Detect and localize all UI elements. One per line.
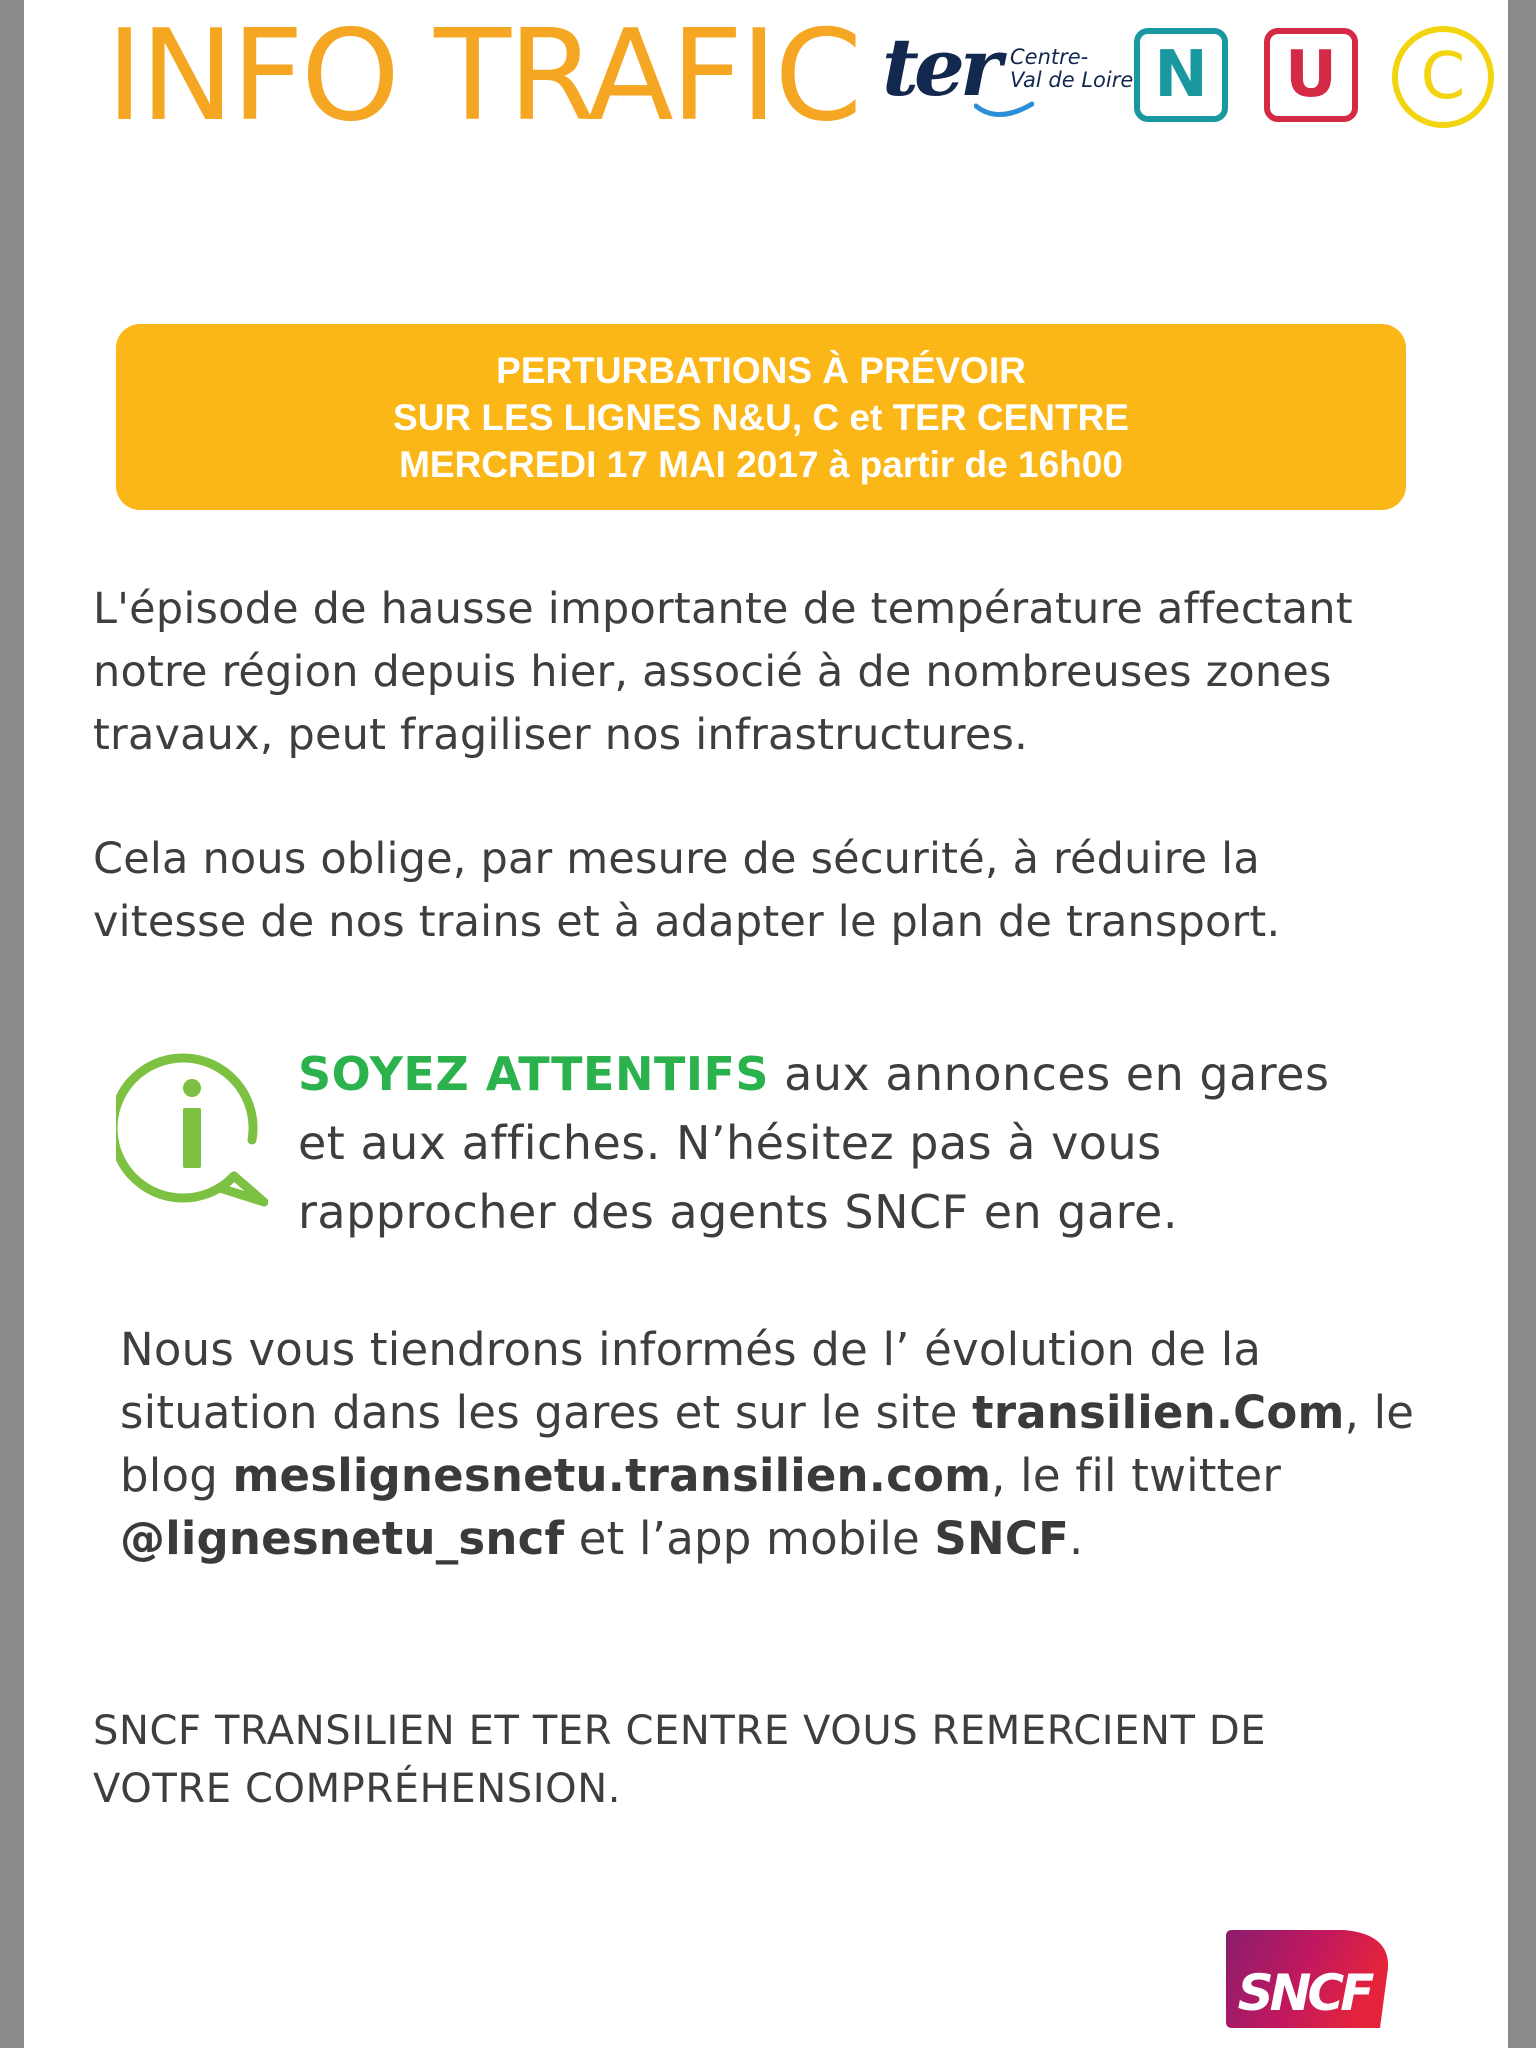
ter-swoosh-icon <box>974 100 1034 122</box>
sncf-logo <box>1222 1928 1394 2030</box>
paragraph-line <box>120 1381 1520 1444</box>
ter-logo-wordmark: ter <box>882 20 997 114</box>
paragraph-text: et l’app mobile <box>564 1512 935 1565</box>
alert-banner-line: MERCREDI 17 MAI 2017 à partir de 16h00 <box>399 443 1123 485</box>
alert-banner-line: SUR LES LIGNES N&U, C et TER CENTRE <box>393 396 1129 438</box>
paragraph-line: Cela nous oblige, par mesure de sécurité, à réduire la <box>93 834 1260 884</box>
paragraph-line: Nous vous tiendrons informés de l’ évolution de la <box>120 1323 1262 1376</box>
ter-centre-val-de-loire-logo <box>882 20 1134 126</box>
alert-banner-line: PERTURBATIONS À PRÉVOIR <box>496 349 1026 391</box>
paragraph-line <box>120 1444 1520 1507</box>
paragraph-text: situation dans les gares et sur le site <box>120 1386 973 1439</box>
thanks-line: SNCF TRANSILIEN ET TER CENTRE VOUS REMERCIENT DE <box>93 1708 1267 1754</box>
twitter-handle-link[interactable]: @lignesnetu_sncf <box>120 1512 565 1565</box>
information-channels-paragraph <box>120 1318 1520 1570</box>
page-title: INFO TRAFIC <box>106 2 860 149</box>
attention-line: et aux affiches. N’hésitez pas à vous <box>298 1116 1162 1170</box>
ter-logo-region <box>1010 45 1134 92</box>
attention-notice <box>298 1040 1478 1247</box>
sncf-app-name: SNCF <box>934 1512 1070 1565</box>
ter-logo-region-line: Centre- <box>1010 45 1089 69</box>
ter-logo-region-line: Val de Loire <box>1010 68 1134 92</box>
thanks-line: VOTRE COMPRÉHENSION. <box>93 1766 622 1812</box>
transilien-site-link[interactable]: transilien.Com <box>972 1386 1345 1439</box>
attention-highlight: SOYEZ ATTENTIFS <box>298 1047 770 1101</box>
paragraph-line <box>120 1507 1520 1570</box>
paragraph-text: . <box>1069 1512 1084 1565</box>
paragraph-line: notre région depuis hier, associé à de nombreuses zones <box>93 647 1332 697</box>
line-c-badge: C <box>1392 26 1494 128</box>
alert-banner <box>116 324 1406 510</box>
info-speech-bubble-icon <box>116 1052 268 1210</box>
attention-line <box>298 1040 1478 1109</box>
attention-line: rapprocher des agents SNCF en gare. <box>298 1185 1178 1239</box>
poster <box>24 0 1508 2048</box>
attention-line-rest: aux annonces en gares <box>769 1047 1330 1101</box>
blog-link[interactable]: meslignesnetu.transilien.com <box>232 1449 992 1502</box>
paragraph-text: , le <box>1344 1386 1415 1439</box>
paragraph-line: L'épisode de hausse importante de température affectant <box>93 584 1353 634</box>
line-u-badge: U <box>1264 28 1358 122</box>
heat-episode-paragraph <box>93 578 1513 767</box>
line-n-badge: N <box>1134 28 1228 122</box>
paragraph-line: travaux, peut fragiliser nos infrastructures. <box>93 710 1028 760</box>
thanks-message <box>93 1702 1493 1818</box>
paragraph-text: , le fil twitter <box>991 1449 1282 1502</box>
paragraph-line: vitesse de nos trains et à adapter le plan de transport. <box>93 897 1281 947</box>
speed-reduction-paragraph <box>93 828 1513 954</box>
sncf-logo-text: SNCF <box>1237 1964 1371 2022</box>
paragraph-text: blog <box>120 1449 233 1502</box>
